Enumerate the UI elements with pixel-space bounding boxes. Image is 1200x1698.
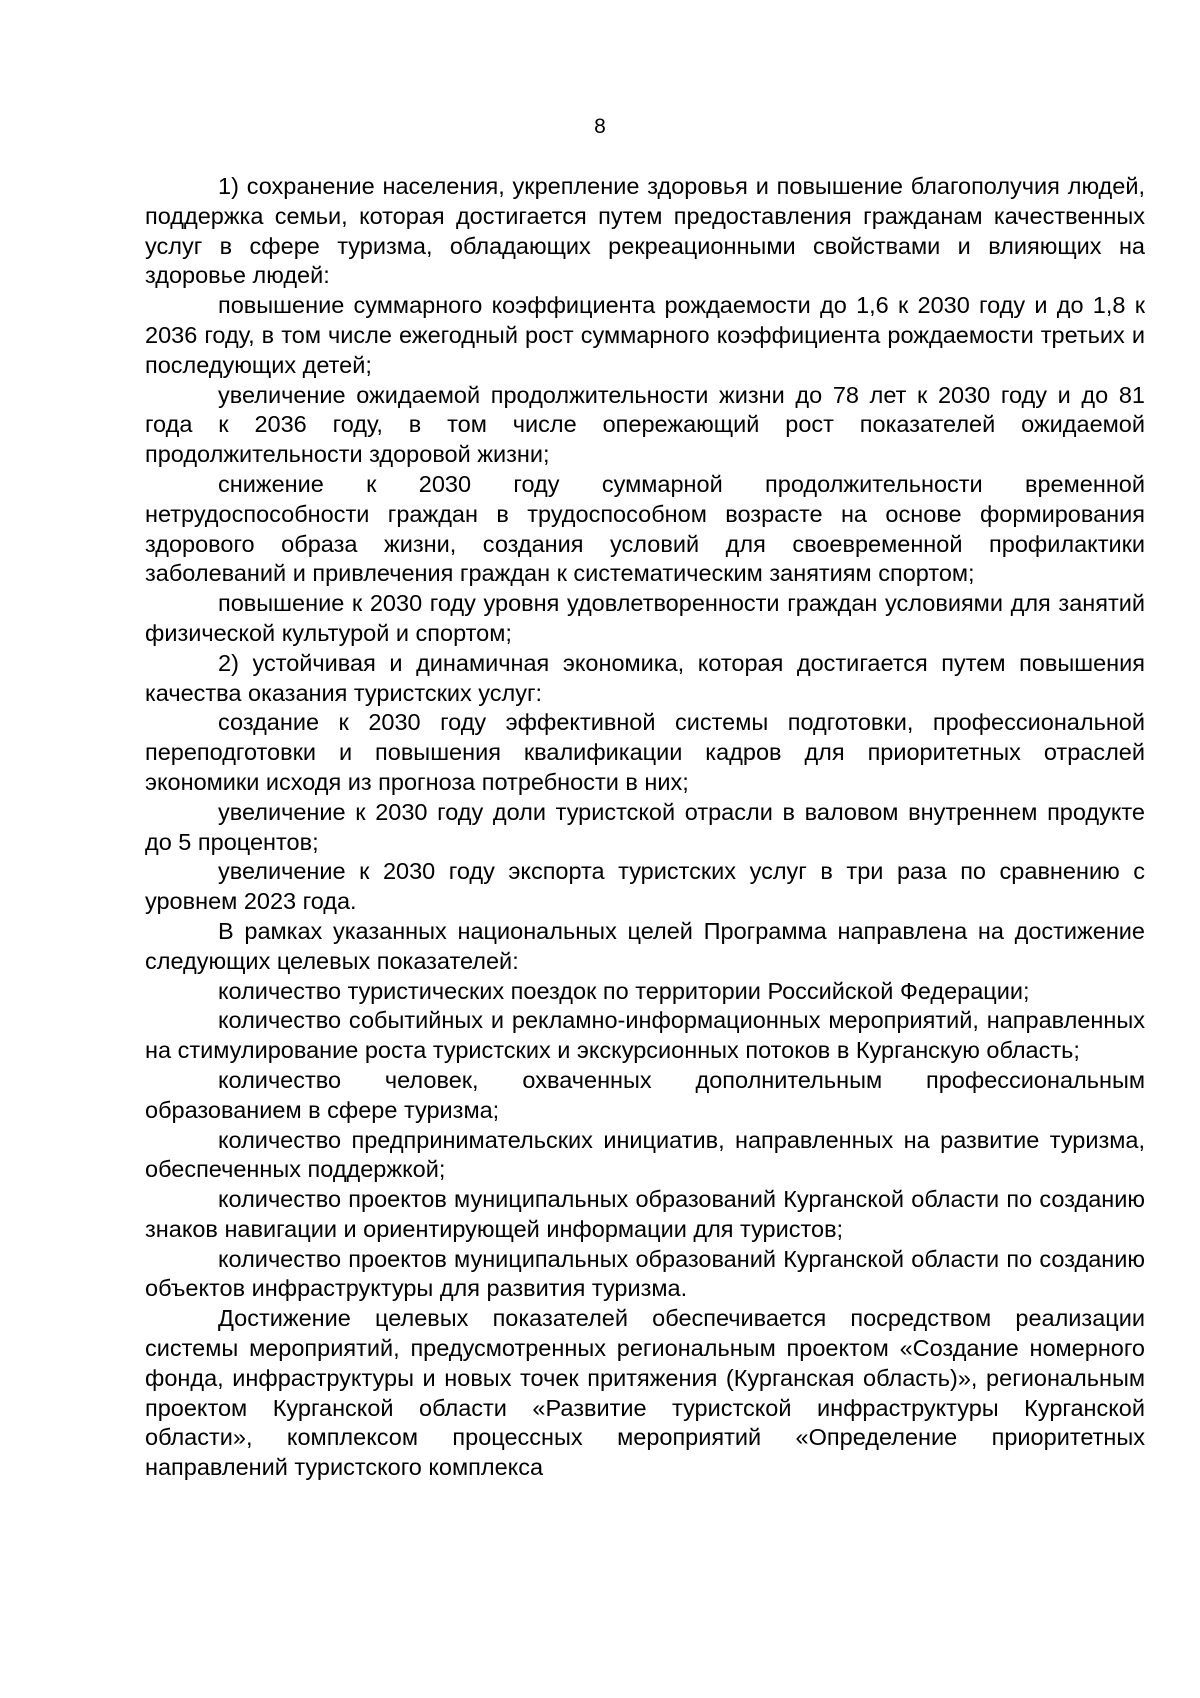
paragraph: снижение к 2030 году суммарной продолжительности временной нетрудоспособности граждан в трудоспособном возрасте на основе формирования здорового образа жизни, создания условий для своевременной профилактики заболеваний и привлечения граждан к систематическим занятиям спортом; [145,470,1145,587]
paragraph: 1) сохранение населения, укрепление здоровья и повышение благополучия людей, поддержка семьи, которая достигается путем предоставления гражданам качественных услуг в сфере туризма, обладающих рекреационными свойствами и влияющих на здоровье людей: [145,173,1145,289]
page-number: 8 [594,115,606,138]
paragraph: увеличение ожидаемой продолжительности жизни до 78 лет к 2030 году и до 81 года к 2036 году, в том числе опережающий рост показателей ожидаемой продолжительности здоровой жизни; [145,381,1145,468]
paragraph: Достижение целевых показателей обеспечивается посредством реализации системы мероприятий, предусмотренных региональным проектом «Создание номерного фонда, инфраструктуры и новых точек притяжения (Курганская область)», региональным проектом Курганской области «Развитие туристской инфраструктуры Курганской области», комплексом процессных мероприятий «Определение приоритетных направлений туристского комплекса [145,1305,1145,1481]
paragraph: количество проектов муниципальных образований Курганской области по созданию объектов инфраструктуры для развития туризма. [145,1245,1145,1302]
paragraph: создание к 2030 году эффективной системы подготовки, профессиональной переподготовки и повышения квалификации кадров для приоритетных отраслей экономики исходя из прогноза потребности в них; [145,709,1145,795]
paragraph: В рамках указанных национальных целей Программа направлена на достижение следующих целевых показателей: [145,917,1145,974]
paragraph: 2) устойчивая и динамичная экономика, которая достигается путем повышения качества оказания туристских услуг: [145,649,1145,706]
paragraph: количество человек, охваченных дополнительным профессиональным образованием в сфере туризма; [145,1066,1145,1123]
paragraph: количество событийных и рекламно-информационных мероприятий, направленных на стимулирование роста туристских и экскурсионных потоков в Курганскую область; [145,1007,1145,1064]
paragraph: количество проектов муниципальных образований Курганской области по созданию знаков навигации и ориентирующей информации для туристов; [145,1186,1145,1242]
paragraph: увеличение к 2030 году экспорта туристских услуг в три раза по сравнению с уровнем 2023 года. [145,858,1145,915]
paragraph: количество туристических поездок по территории Российской Федерации; [218,977,1030,1004]
paragraph: повышение к 2030 году уровня удовлетворенности граждан условиями для занятий физической культурой и спортом; [145,590,1145,646]
paragraph: увеличение к 2030 году доли туристской отрасли в валовом внутреннем продукте до 5 процентов; [145,798,1145,855]
paragraph: повышение суммарного коэффициента рождаемости до 1,6 к 2030 году и до 1,8 к 2036 году, в том числе ежегодный рост суммарного коэффициента рождаемости третьих и последующих детей; [145,292,1145,378]
body-text [145,172,1145,1483]
paragraph: количество предпринимательских инициатив, направленных на развитие туризма, обеспеченных поддержкой; [145,1126,1145,1183]
